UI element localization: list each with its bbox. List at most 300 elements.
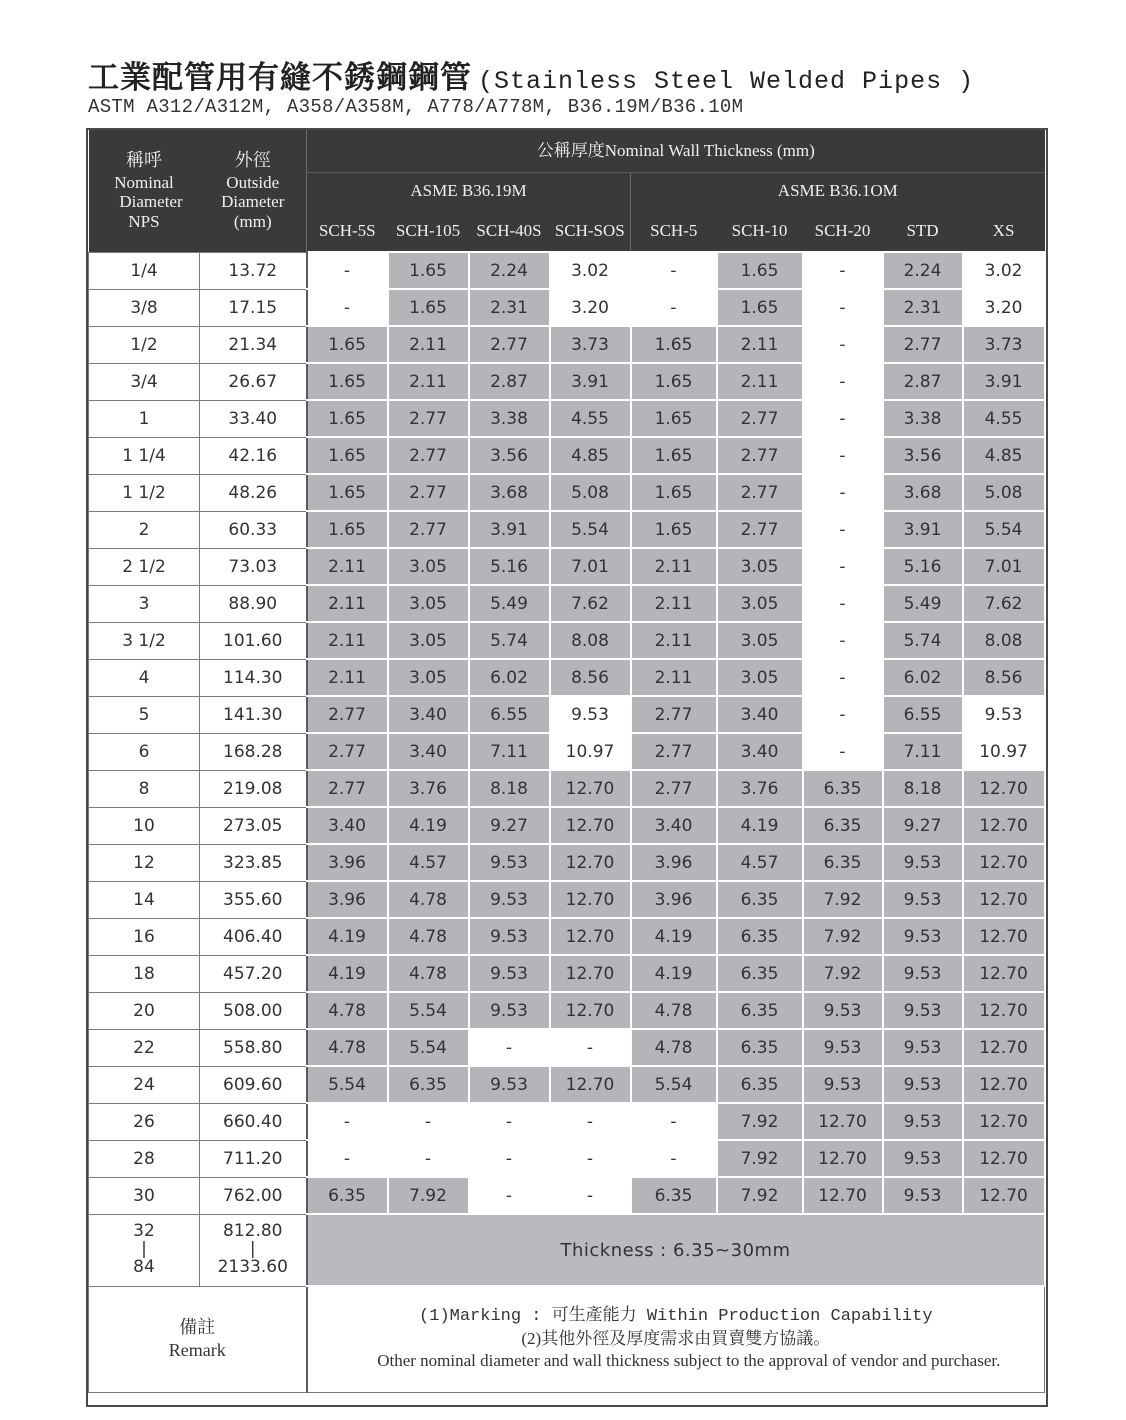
table-row — [89, 622, 1045, 659]
cell-thickness: 5.49 — [469, 585, 550, 622]
cell-thickness: 5.54 — [388, 1029, 469, 1066]
cell-thickness: 4.19 — [717, 807, 803, 844]
header-nominal-zh: 稱呼 — [126, 150, 162, 171]
cell-outside-diameter: 660.40 — [200, 1103, 307, 1140]
cell-thickness: 8.56 — [550, 659, 631, 696]
header-col-sch-5s: SCH-5S — [307, 210, 388, 252]
cell-thickness: 3.56 — [469, 437, 550, 474]
cell-thickness: 1.65 — [307, 511, 388, 548]
cell-thickness: 3.76 — [717, 770, 803, 807]
table-row — [89, 511, 1045, 548]
cell-thickness: 2.11 — [631, 548, 717, 585]
cell-thickness: - — [803, 659, 883, 696]
cell-thickness: 2.77 — [388, 400, 469, 437]
cell-nps: 1 1/2 — [89, 474, 200, 511]
cell-outside-diameter: 762.00 — [200, 1177, 307, 1214]
cell-nps: 18 — [89, 955, 200, 992]
cell-thickness: 2.11 — [307, 659, 388, 696]
table-body — [89, 252, 1045, 1392]
cell-thickness: 1.65 — [307, 363, 388, 400]
cell-thickness: 2.77 — [388, 474, 469, 511]
cell-thickness: 3.96 — [631, 881, 717, 918]
cell-thickness: 5.49 — [883, 585, 963, 622]
cell-thickness: 7.92 — [803, 955, 883, 992]
remark-label — [89, 1286, 307, 1392]
cell-thickness: - — [550, 1029, 631, 1066]
cell-nps: 24 — [89, 1066, 200, 1103]
cell-thickness: 2.11 — [717, 363, 803, 400]
cell-thickness: 1.65 — [631, 437, 717, 474]
cell-thickness: - — [307, 252, 388, 289]
cell-nps: 5 — [89, 696, 200, 733]
cell-nps: 3 — [89, 585, 200, 622]
cell-thickness: - — [469, 1029, 550, 1066]
table-row — [89, 400, 1045, 437]
cell-outside-diameter: 609.60 — [200, 1066, 307, 1103]
cell-thickness: 9.53 — [883, 1177, 963, 1214]
cell-thickness: 7.11 — [469, 733, 550, 770]
cell-thickness: 12.70 — [803, 1103, 883, 1140]
cell-thickness: 3.91 — [883, 511, 963, 548]
cell-thickness: - — [307, 1103, 388, 1140]
table-row — [89, 992, 1045, 1029]
cell-nps: 14 — [89, 881, 200, 918]
cell-thickness: 9.53 — [883, 1103, 963, 1140]
header-nominal-diameter — [89, 130, 200, 252]
cell-thickness: - — [803, 548, 883, 585]
cell-thickness: 1.65 — [307, 474, 388, 511]
table-row — [89, 770, 1045, 807]
remark-line-3: Other nominal diameter and wall thickness subject to the approval of vendor and purchaser. — [377, 1351, 1001, 1371]
cell-thickness: 1.65 — [631, 400, 717, 437]
cell-thickness: 2.11 — [631, 622, 717, 659]
cell-thickness: 1.65 — [717, 289, 803, 326]
cell-thickness: 9.53 — [469, 955, 550, 992]
cell-thickness: - — [469, 1177, 550, 1214]
cell-thickness: 2.77 — [631, 770, 717, 807]
cell-thickness: - — [803, 511, 883, 548]
cell-thickness: 5.08 — [963, 474, 1045, 511]
cell-thickness: 5.08 — [550, 474, 631, 511]
table-row — [89, 252, 1045, 289]
cell-thickness: 12.70 — [963, 955, 1045, 992]
header-outside-zh: 外徑 — [234, 150, 271, 171]
cell-thickness: 6.35 — [717, 881, 803, 918]
cell-thickness: 4.55 — [963, 400, 1045, 437]
cell-thickness: 3.40 — [717, 696, 803, 733]
cell-thickness: 3.73 — [550, 326, 631, 363]
cell-thickness: 7.92 — [388, 1177, 469, 1214]
cell-thickness: 3.20 — [550, 289, 631, 326]
cell-thickness: 3.02 — [963, 252, 1045, 289]
table-row — [89, 844, 1045, 881]
cell-outside-diameter: 42.16 — [200, 437, 307, 474]
cell-thickness: - — [803, 363, 883, 400]
cell-thickness: 2.77 — [631, 733, 717, 770]
cell-thickness: 4.85 — [963, 437, 1045, 474]
cell-thickness: 2.11 — [631, 659, 717, 696]
cell-outside-diameter: 13.72 — [200, 252, 307, 289]
cell-outside-diameter: 114.30 — [200, 659, 307, 696]
cell-outside-diameter: 88.90 — [200, 585, 307, 622]
cell-thickness: 2.77 — [469, 326, 550, 363]
cell-thickness: 9.53 — [469, 844, 550, 881]
cell-outside-diameter: 406.40 — [200, 918, 307, 955]
pipe-spec-table — [88, 130, 1046, 1393]
cell-thickness: - — [469, 1103, 550, 1140]
cell-nps: 3/8 — [89, 289, 200, 326]
cell-thickness: 2.24 — [883, 252, 963, 289]
cell-thickness: 3.73 — [963, 326, 1045, 363]
cell-thickness: - — [469, 1140, 550, 1177]
cell-thickness: 2.77 — [883, 326, 963, 363]
remark-body — [307, 1286, 1045, 1392]
remark-label-en: Remark — [168, 1340, 226, 1360]
cell-thickness: 6.35 — [631, 1177, 717, 1214]
range-nps-bottom: 84 — [133, 1256, 155, 1277]
range-od — [200, 1214, 307, 1286]
cell-thickness: 12.70 — [550, 1066, 631, 1103]
range-od-top: 812.80 — [223, 1221, 283, 1242]
cell-outside-diameter: 219.08 — [200, 770, 307, 807]
cell-thickness: 7.62 — [963, 585, 1045, 622]
cell-thickness: 4.85 — [550, 437, 631, 474]
cell-thickness: 3.91 — [963, 363, 1045, 400]
cell-thickness: 9.53 — [883, 1140, 963, 1177]
range-nps-sep: | — [141, 1239, 147, 1260]
cell-thickness: 2.24 — [469, 252, 550, 289]
cell-outside-diameter: 21.34 — [200, 326, 307, 363]
table-row — [89, 326, 1045, 363]
cell-outside-diameter: 26.67 — [200, 363, 307, 400]
cell-thickness: 5.54 — [631, 1066, 717, 1103]
range-nps-top: 32 — [133, 1221, 155, 1242]
cell-thickness: 4.78 — [388, 881, 469, 918]
cell-thickness: 12.70 — [963, 1066, 1045, 1103]
cell-thickness: 2.77 — [717, 400, 803, 437]
cell-thickness: 2.77 — [388, 437, 469, 474]
cell-nps: 1 1/4 — [89, 437, 200, 474]
table-row — [89, 548, 1045, 585]
header-col-xs: XS — [963, 210, 1045, 252]
cell-thickness: 12.70 — [550, 955, 631, 992]
cell-thickness: 4.19 — [307, 955, 388, 992]
header-nominal-en-2: Diameter — [119, 192, 183, 212]
cell-thickness: - — [803, 585, 883, 622]
cell-thickness: 2.11 — [307, 622, 388, 659]
cell-thickness: - — [631, 252, 717, 289]
cell-nps: 4 — [89, 659, 200, 696]
cell-thickness: 9.53 — [469, 918, 550, 955]
cell-outside-diameter: 33.40 — [200, 400, 307, 437]
cell-thickness: 3.20 — [963, 289, 1045, 326]
cell-thickness: 12.70 — [550, 807, 631, 844]
title-en: (Stainless Steel Welded Pipes ) — [478, 67, 975, 96]
cell-thickness: 1.65 — [388, 289, 469, 326]
cell-thickness: 2.87 — [469, 363, 550, 400]
cell-thickness: 3.05 — [717, 585, 803, 622]
cell-nps: 28 — [89, 1140, 200, 1177]
cell-thickness: 9.53 — [883, 881, 963, 918]
table-row — [89, 1140, 1045, 1177]
cell-thickness: 2.77 — [307, 696, 388, 733]
cell-outside-diameter: 60.33 — [200, 511, 307, 548]
cell-thickness: 9.53 — [883, 955, 963, 992]
cell-thickness: 4.78 — [307, 992, 388, 1029]
cell-thickness: 4.78 — [388, 918, 469, 955]
cell-thickness: 3.96 — [631, 844, 717, 881]
cell-thickness: 12.70 — [550, 918, 631, 955]
cell-thickness: 3.56 — [883, 437, 963, 474]
cell-outside-diameter: 508.00 — [200, 992, 307, 1029]
cell-thickness: 3.91 — [550, 363, 631, 400]
cell-thickness: 3.02 — [550, 252, 631, 289]
cell-thickness: 8.18 — [469, 770, 550, 807]
table-row — [89, 1177, 1045, 1214]
cell-thickness: 2.11 — [717, 326, 803, 363]
cell-thickness: 7.92 — [717, 1103, 803, 1140]
cell-outside-diameter: 141.30 — [200, 696, 307, 733]
cell-thickness: 7.62 — [550, 585, 631, 622]
cell-nps: 20 — [89, 992, 200, 1029]
cell-thickness: 2.11 — [307, 548, 388, 585]
cell-nps: 10 — [89, 807, 200, 844]
cell-thickness: 9.53 — [803, 1066, 883, 1103]
cell-thickness: 3.38 — [883, 400, 963, 437]
cell-thickness: 2.87 — [883, 363, 963, 400]
header-outside-en-3: (mm) — [233, 211, 272, 231]
cell-thickness: 12.70 — [963, 918, 1045, 955]
table-row — [89, 437, 1045, 474]
cell-thickness: 7.01 — [550, 548, 631, 585]
cell-thickness: 1.65 — [388, 252, 469, 289]
cell-thickness: 3.40 — [388, 733, 469, 770]
table-row — [89, 696, 1045, 733]
cell-thickness: - — [307, 1140, 388, 1177]
cell-outside-diameter: 273.05 — [200, 807, 307, 844]
cell-outside-diameter: 355.60 — [200, 881, 307, 918]
cell-thickness: 1.65 — [631, 326, 717, 363]
cell-thickness: 2.11 — [388, 326, 469, 363]
cell-thickness: 7.11 — [883, 733, 963, 770]
cell-thickness: 3.05 — [388, 622, 469, 659]
table-row — [89, 918, 1045, 955]
cell-thickness: 6.55 — [469, 696, 550, 733]
range-od-bottom: 2133.60 — [217, 1256, 288, 1277]
cell-thickness: 9.53 — [883, 1066, 963, 1103]
cell-thickness: 12.70 — [550, 844, 631, 881]
cell-thickness: 9.53 — [469, 881, 550, 918]
header-group-b3619m: ASME B36.19M — [307, 172, 631, 210]
cell-thickness: 1.65 — [717, 252, 803, 289]
cell-thickness: 3.05 — [388, 548, 469, 585]
cell-thickness: 2.11 — [388, 363, 469, 400]
cell-thickness: 2.11 — [631, 585, 717, 622]
cell-thickness: 12.70 — [550, 992, 631, 1029]
cell-thickness: 2.77 — [717, 511, 803, 548]
cell-thickness: 2.77 — [307, 733, 388, 770]
cell-thickness: 5.16 — [883, 548, 963, 585]
cell-nps: 3 1/2 — [89, 622, 200, 659]
cell-outside-diameter: 101.60 — [200, 622, 307, 659]
cell-thickness: 2.31 — [883, 289, 963, 326]
table-row — [89, 474, 1045, 511]
header-nominal-en-3: NPS — [128, 211, 160, 231]
cell-nps: 16 — [89, 918, 200, 955]
cell-thickness: 9.27 — [469, 807, 550, 844]
cell-thickness: 5.54 — [307, 1066, 388, 1103]
cell-thickness: 12.70 — [550, 881, 631, 918]
cell-nps: 22 — [89, 1029, 200, 1066]
cell-thickness: 6.35 — [388, 1066, 469, 1103]
cell-thickness: 7.92 — [803, 918, 883, 955]
cell-outside-diameter: 168.28 — [200, 733, 307, 770]
cell-thickness: 3.91 — [469, 511, 550, 548]
header-group-b3610m: ASME B36.1OM — [631, 172, 1045, 210]
cell-thickness: 9.53 — [550, 696, 631, 733]
cell-thickness: 5.74 — [883, 622, 963, 659]
cell-thickness: 7.92 — [717, 1177, 803, 1214]
cell-thickness: 3.05 — [388, 659, 469, 696]
remark-line-1: (1)Marking : 可生產能力 Within Production Capability — [419, 1307, 933, 1327]
cell-thickness: - — [803, 437, 883, 474]
cell-thickness: 5.54 — [550, 511, 631, 548]
cell-outside-diameter: 558.80 — [200, 1029, 307, 1066]
cell-thickness: 3.05 — [717, 659, 803, 696]
standards-subtitle: ASTM A312/A312M, A358/A358M, A778/A778M, B36.19M/B36.10M — [88, 96, 744, 118]
header-col-sch-10s: SCH-105 — [388, 210, 469, 252]
header-outside-en-2: Diameter — [221, 192, 285, 212]
cell-thickness: 6.35 — [717, 992, 803, 1029]
cell-nps: 1 — [89, 400, 200, 437]
cell-thickness: 3.68 — [883, 474, 963, 511]
cell-thickness: 10.97 — [550, 733, 631, 770]
cell-thickness: - — [803, 289, 883, 326]
cell-thickness: 5.54 — [388, 992, 469, 1029]
cell-thickness: 3.05 — [717, 622, 803, 659]
cell-thickness: - — [631, 289, 717, 326]
cell-thickness: 5.54 — [963, 511, 1045, 548]
header-col-sch-80s: SCH-SOS — [550, 210, 631, 252]
cell-thickness: 12.70 — [963, 992, 1045, 1029]
cell-thickness: 6.02 — [883, 659, 963, 696]
header-outside-diameter — [200, 130, 307, 252]
cell-thickness: - — [803, 696, 883, 733]
header-nominal-en-1: Nominal — [114, 172, 174, 192]
cell-thickness: 12.70 — [963, 770, 1045, 807]
cell-thickness: 10.97 — [963, 733, 1045, 770]
cell-thickness: 8.08 — [550, 622, 631, 659]
cell-thickness: - — [307, 289, 388, 326]
cell-thickness: 9.53 — [883, 1029, 963, 1066]
cell-thickness: 12.70 — [803, 1177, 883, 1214]
cell-thickness: - — [803, 252, 883, 289]
cell-outside-diameter: 48.26 — [200, 474, 307, 511]
cell-thickness: 9.53 — [803, 992, 883, 1029]
cell-outside-diameter: 323.85 — [200, 844, 307, 881]
remark-label-zh: 備註 — [179, 1316, 216, 1337]
cell-thickness: 9.53 — [963, 696, 1045, 733]
cell-thickness: 3.40 — [307, 807, 388, 844]
cell-thickness: 3.40 — [717, 733, 803, 770]
cell-thickness: 4.78 — [631, 992, 717, 1029]
cell-thickness: 6.35 — [717, 955, 803, 992]
cell-outside-diameter: 73.03 — [200, 548, 307, 585]
table-row — [89, 1103, 1045, 1140]
cell-thickness: 8.56 — [963, 659, 1045, 696]
cell-thickness: 12.70 — [963, 807, 1045, 844]
cell-thickness: 6.35 — [803, 770, 883, 807]
cell-thickness: 4.19 — [631, 918, 717, 955]
cell-nps: 1/4 — [89, 252, 200, 289]
header-col-sch-20: SCH-20 — [803, 210, 883, 252]
table-row — [89, 585, 1045, 622]
cell-thickness: 4.78 — [631, 1029, 717, 1066]
cell-thickness: 3.38 — [469, 400, 550, 437]
table-row — [89, 955, 1045, 992]
cell-thickness: 1.65 — [631, 474, 717, 511]
cell-thickness: 3.40 — [388, 696, 469, 733]
page-title — [88, 52, 974, 97]
cell-thickness: 4.57 — [388, 844, 469, 881]
remark-row — [89, 1286, 1045, 1392]
cell-nps: 2 — [89, 511, 200, 548]
cell-nps: 1/2 — [89, 326, 200, 363]
cell-thickness: 2.77 — [388, 511, 469, 548]
cell-nps: 26 — [89, 1103, 200, 1140]
cell-thickness: 3.05 — [717, 548, 803, 585]
cell-thickness: - — [803, 474, 883, 511]
cell-thickness: - — [388, 1140, 469, 1177]
cell-thickness: 8.18 — [883, 770, 963, 807]
cell-thickness: 1.65 — [631, 363, 717, 400]
cell-thickness: 3.68 — [469, 474, 550, 511]
cell-thickness: 6.35 — [803, 844, 883, 881]
cell-thickness: - — [631, 1140, 717, 1177]
cell-thickness: 12.70 — [963, 881, 1045, 918]
cell-thickness: 6.35 — [803, 807, 883, 844]
cell-thickness: 9.53 — [883, 844, 963, 881]
cell-outside-diameter: 711.20 — [200, 1140, 307, 1177]
cell-thickness: 9.53 — [883, 992, 963, 1029]
cell-thickness: 9.53 — [803, 1029, 883, 1066]
cell-thickness: 3.40 — [631, 807, 717, 844]
cell-thickness: 2.77 — [307, 770, 388, 807]
cell-thickness: 4.78 — [307, 1029, 388, 1066]
cell-thickness: 4.19 — [388, 807, 469, 844]
cell-thickness: - — [550, 1140, 631, 1177]
cell-thickness: 3.96 — [307, 881, 388, 918]
cell-thickness: 12.70 — [963, 1103, 1045, 1140]
cell-thickness: 1.65 — [307, 326, 388, 363]
range-nps — [89, 1214, 200, 1286]
cell-thickness: 7.01 — [963, 548, 1045, 585]
remark-line-2: (2)其他外徑及厚度需求由買賣雙方協議。 — [521, 1329, 831, 1349]
table-row — [89, 807, 1045, 844]
cell-thickness: 9.27 — [883, 807, 963, 844]
cell-thickness: 9.53 — [883, 918, 963, 955]
cell-thickness: - — [803, 733, 883, 770]
cell-thickness: 6.35 — [717, 1029, 803, 1066]
table-row — [89, 881, 1045, 918]
cell-thickness: 12.70 — [550, 770, 631, 807]
header-col-sch-5: SCH-5 — [631, 210, 717, 252]
header-col-std: STD — [883, 210, 963, 252]
cell-thickness: 12.70 — [963, 1029, 1045, 1066]
table-row — [89, 289, 1045, 326]
cell-thickness: 2.77 — [631, 696, 717, 733]
cell-thickness: - — [631, 1103, 717, 1140]
